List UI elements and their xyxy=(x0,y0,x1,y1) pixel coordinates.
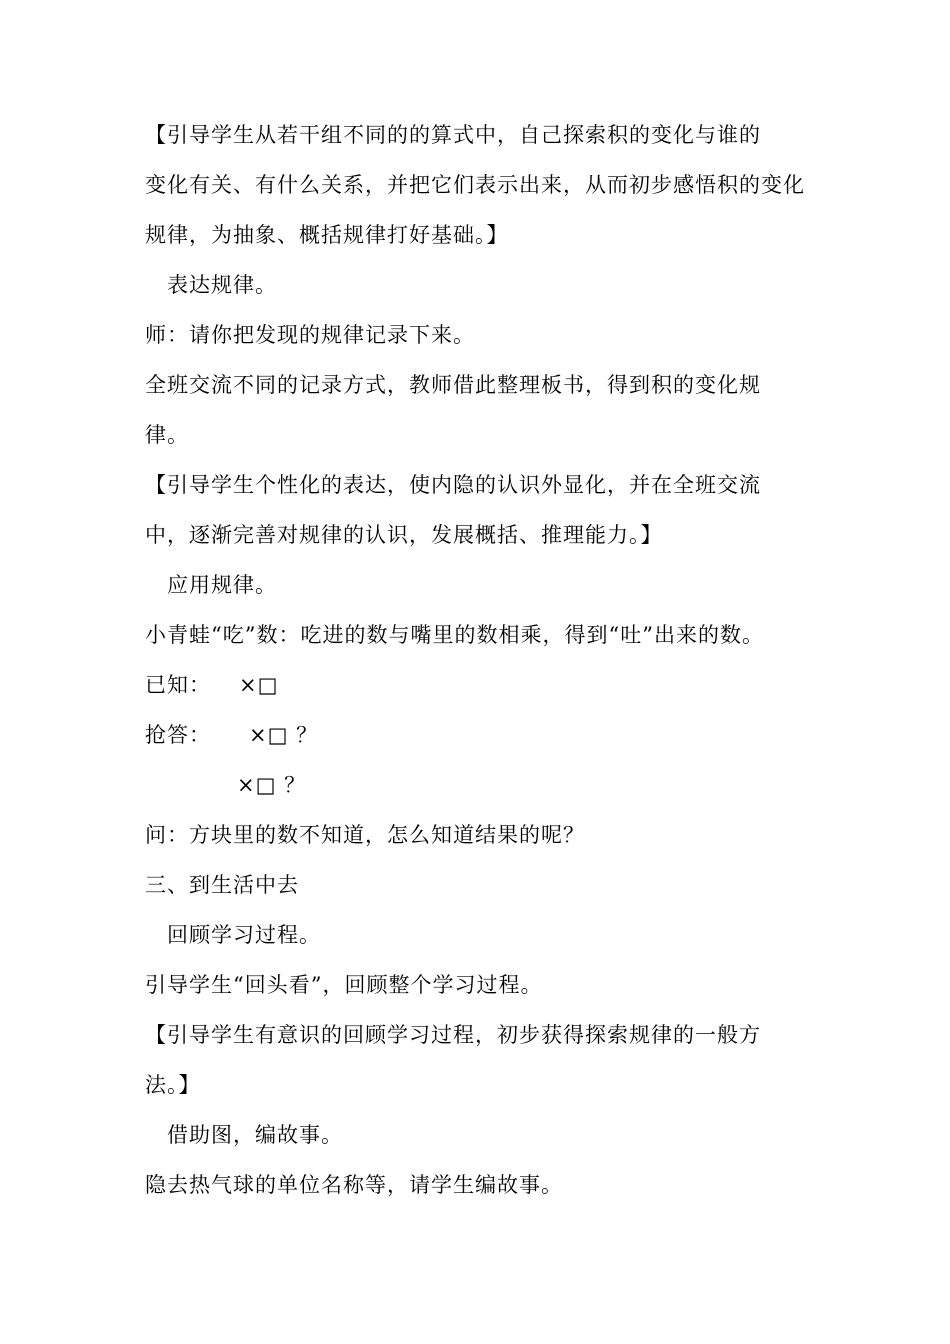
paragraph-line: 师：请你把发现的规律记录下来。 xyxy=(145,323,475,347)
paragraph-line: 法。】 xyxy=(145,1073,201,1097)
section-heading: 借助图，编故事。 xyxy=(167,1123,343,1147)
paragraph-line: 变化有关、有什么关系，并把它们表示出来，从而初步感悟积的变化 xyxy=(145,173,805,197)
paragraph-line: 问：方块里的数不知道，怎么知道结果的呢？ xyxy=(145,823,585,847)
quick-expression-2: ×□ ？ xyxy=(237,773,307,797)
paragraph-line: 全班交流不同的记录方式，教师借此整理板书，得到积的变化规 xyxy=(145,373,761,397)
paragraph-line: 引导学生“回头看”，回顾整个学习过程。 xyxy=(145,973,543,997)
known-label: 已知： xyxy=(145,673,211,697)
known-equation xyxy=(145,671,278,699)
section-heading: 表达规律。 xyxy=(167,273,277,297)
known-expression: ×□ xyxy=(239,673,279,697)
paragraph-line: 【引导学生有意识的回顾学习过程，初步获得探索规律的一般方 xyxy=(145,1023,761,1047)
paragraph-line: 【引导学生从若干组不同的的算式中，自己探索积的变化与谁的 xyxy=(145,123,761,147)
quick-label: 抢答： xyxy=(145,723,211,747)
quick-answer-equation xyxy=(145,771,306,799)
section-heading: 三、到生活中去 xyxy=(145,873,299,897)
paragraph-line: 律。 xyxy=(145,423,189,447)
paragraph-line: 【引导学生个性化的表达，使内隐的认识外显化，并在全班交流 xyxy=(145,473,761,497)
paragraph-line: 规律，为抽象、概括规律打好基础。】 xyxy=(145,223,509,247)
paragraph-line: 小青蛙“吃”数：吃进的数与嘴里的数相乘，得到“吐”出来的数。 xyxy=(145,623,764,647)
quick-expression-1: ×□ ？ xyxy=(249,723,319,747)
section-heading: 应用规律。 xyxy=(167,573,277,597)
paragraph-line: 中，逐渐完善对规律的认识，发展概括、推理能力。】 xyxy=(145,523,663,547)
paragraph-line: 隐去热气球的单位名称等，请学生编故事。 xyxy=(145,1173,563,1197)
quick-answer-equation xyxy=(145,721,318,749)
section-heading: 回顾学习过程。 xyxy=(167,923,321,947)
